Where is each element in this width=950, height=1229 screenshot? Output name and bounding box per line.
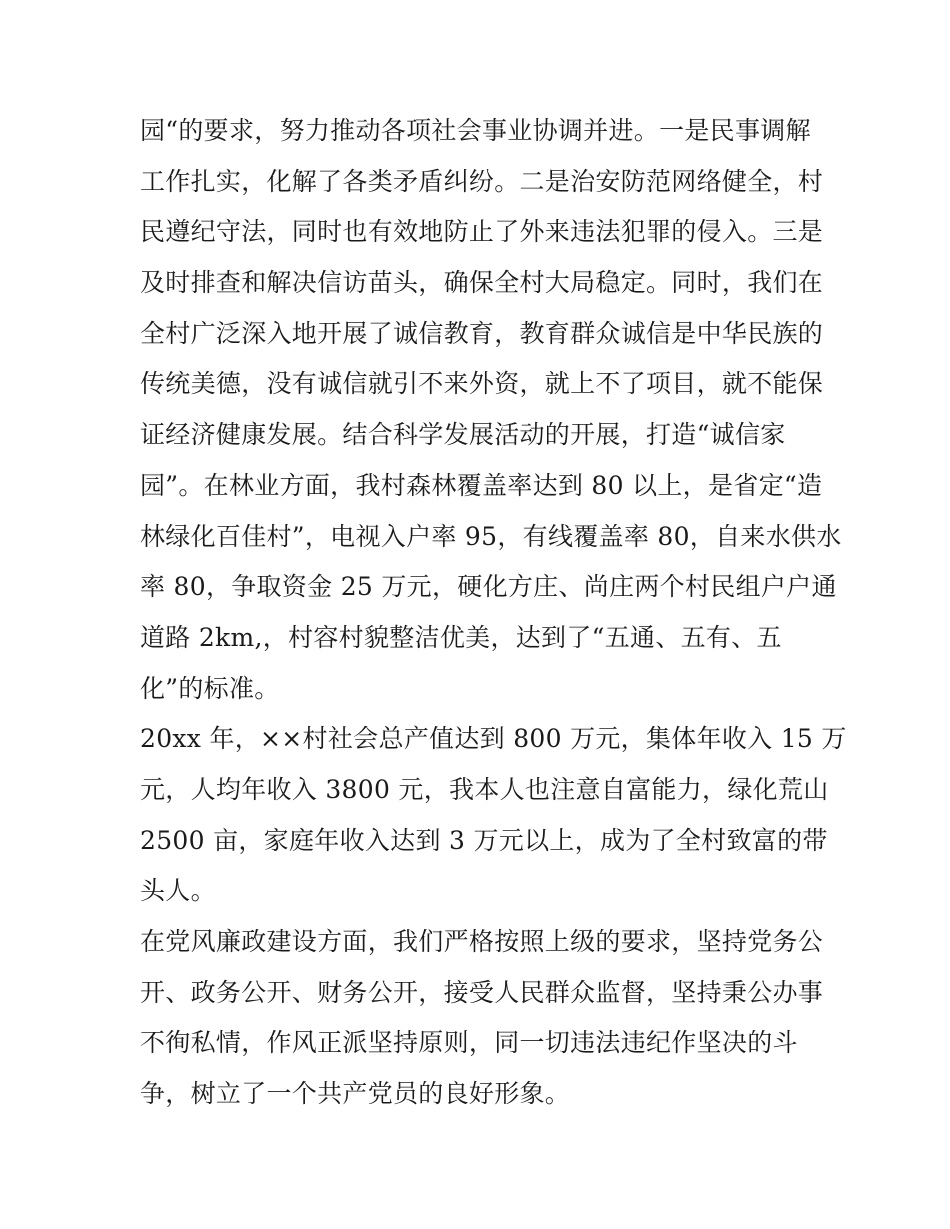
text-line: 道路 2km,，村容村貌整洁优美，达到了“五通、五有、五 (140, 622, 782, 652)
text-line: 2500 亩，家庭年收入达到 3 万元以上，成为了全村致富的带 (140, 825, 828, 855)
text-line: 元，人均年收入 3800 元，我本人也注意自富能力，绿化荒山 (140, 774, 829, 804)
text-line: 不徇私情，作风正派坚持原则，同一切违法违纪作坚决的斗 (140, 1028, 798, 1058)
text-line: 工作扎实，化解了各类矛盾纠纷。二是治安防范网络健全，村 (140, 166, 824, 196)
text-line: 争，树立了一个共产党员的良好形象。 (140, 1079, 571, 1109)
text-line: 园”。在林业方面，我村森林覆盖率达到 80 以上，是省定“造 (140, 470, 823, 500)
text-line: 民遵纪守法，同时也有效地防止了外来违法犯罪的侵入。三是 (140, 217, 824, 247)
text-line: 及时排查和解决信访苗头，确保全村大局稳定。同时，我们在 (140, 268, 824, 298)
text-line: 传统美德，没有诚信就引不来外资，就上不了项目，就不能保 (140, 369, 824, 399)
text-line: 全村广泛深入地开展了诚信教育，教育群众诚信是中华民族的 (140, 318, 824, 348)
text-line: 率 80，争取资金 25 万元，硬化方庄、尚庄两个村民组户户通 (140, 572, 837, 602)
text-line: 证经济健康发展。结合科学发展活动的开展，打造“诚信家 (140, 420, 786, 450)
text-line: 林绿化百佳村”，电视入户率 95，有线覆盖率 80，自来水供水 (140, 521, 842, 551)
text-line: 园“的要求，努力推动各项社会事业协调并进。一是民事调解 (140, 116, 811, 145)
text-line: 20xx 年，××村社会总产值达到 800 万元，集体年收入 15 万 (140, 724, 847, 754)
text-line: 头人。 (140, 876, 216, 906)
text-line: 开、政务公开、财务公开，接受人民群众监督，坚持秉公办事 (140, 977, 824, 1007)
text-line: 在党风廉政建设方面，我们严格按照上级的要求，坚持党务公 (140, 927, 824, 956)
body-text (140, 106, 847, 1120)
text-line: 化”的标准。 (140, 673, 280, 703)
